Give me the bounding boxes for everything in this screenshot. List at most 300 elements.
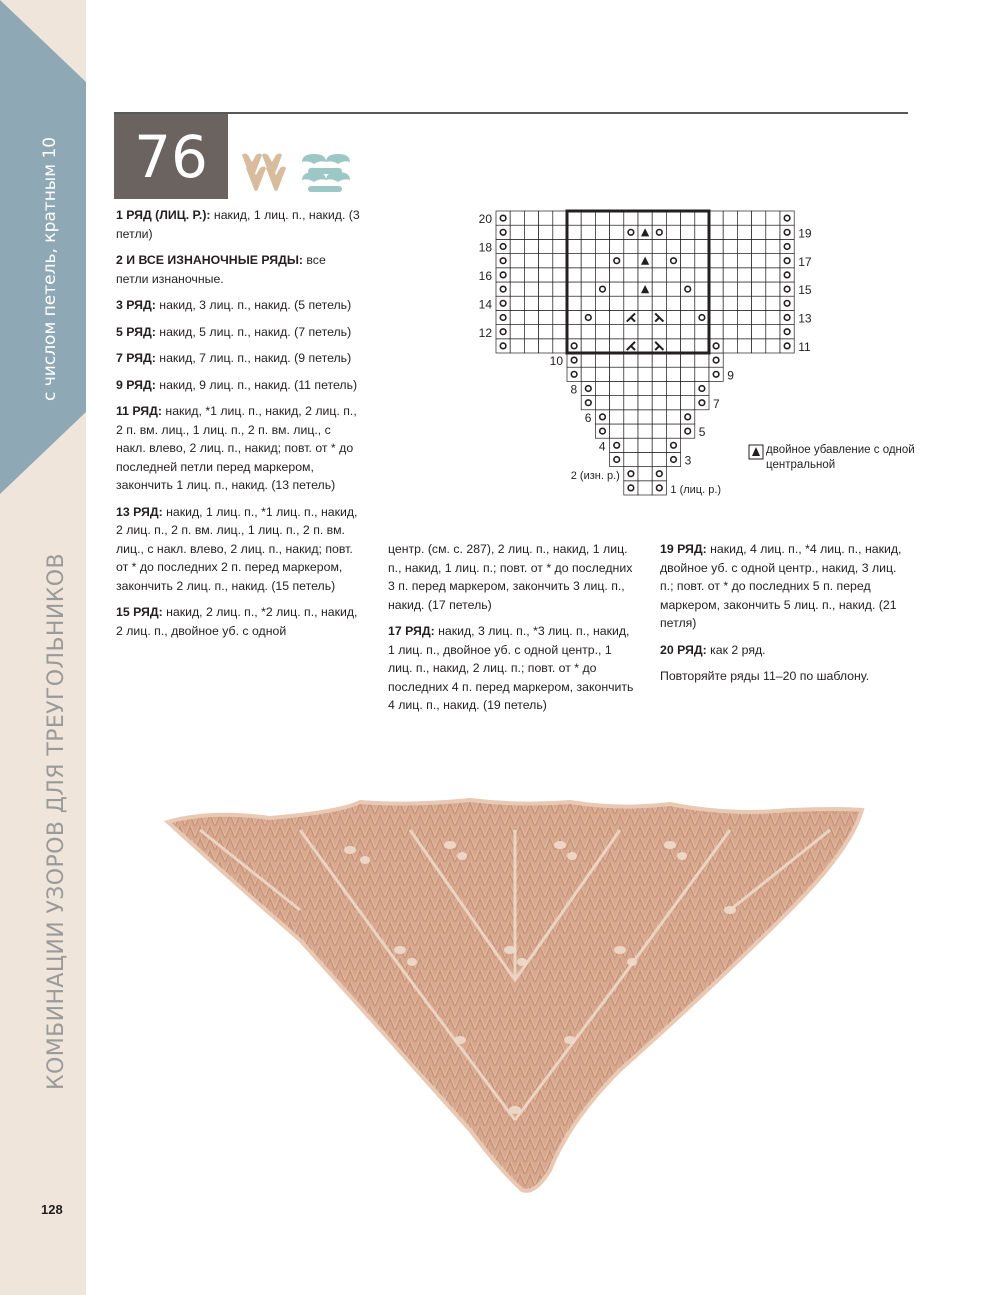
chart-cell xyxy=(524,239,538,253)
chart-cell xyxy=(624,282,638,296)
chart-cell xyxy=(695,211,709,225)
chart-cell xyxy=(624,452,638,466)
page-number: 128 xyxy=(41,1202,63,1217)
stitch-icons xyxy=(238,150,358,195)
yarn-over-symbol xyxy=(500,244,506,250)
chart-cell xyxy=(539,325,553,339)
chart-cell xyxy=(681,310,695,324)
chart-cell xyxy=(737,239,751,253)
row-label: 7 xyxy=(713,396,720,411)
chart-cell xyxy=(737,225,751,239)
yarn-over-symbol xyxy=(657,471,663,477)
chart-cell xyxy=(510,325,524,339)
chart-cell xyxy=(595,225,609,239)
chart-cell xyxy=(567,268,581,282)
chart-cell xyxy=(766,239,780,253)
chart-cell xyxy=(595,268,609,282)
chart-cell xyxy=(553,296,567,310)
chart-cell xyxy=(567,211,581,225)
chart-cell xyxy=(510,268,524,282)
sidebar xyxy=(0,0,86,1295)
chart-cell xyxy=(510,282,524,296)
chart-cell xyxy=(709,325,723,339)
chart-cell xyxy=(709,268,723,282)
chart-cell xyxy=(709,310,723,324)
yarn-over-symbol xyxy=(500,329,506,335)
instruction-paragraph: 13 РЯД: накид, 1 лиц. п., *1 лиц. п., накид, 2 лиц. п., 2 п. вм. лиц., 1 лиц. п., 2 п. вм. лиц., с накл. влево, 2 лиц. п., накид; повт. от * до последних 2 п. перед маркером, закончить 2 лиц. п., накид. (15 петель) xyxy=(116,504,358,593)
chart-cell xyxy=(610,211,624,225)
yarn-over-symbol xyxy=(713,357,719,363)
yarn-over-symbol xyxy=(500,272,506,278)
chart-cell xyxy=(539,239,553,253)
chart-cell xyxy=(567,254,581,268)
yarn-over-symbol xyxy=(699,315,705,321)
yarn-over-symbol xyxy=(671,258,677,264)
chart-cell xyxy=(723,268,737,282)
yarn-over-symbol xyxy=(784,230,790,236)
yarn-over-symbol xyxy=(500,286,506,292)
chart-cell xyxy=(652,410,666,424)
knitted-triangle-sample xyxy=(150,790,880,1210)
chart-cell xyxy=(666,353,680,367)
double-decrease-legend-icon xyxy=(748,444,764,460)
chart-cell xyxy=(539,339,553,353)
yarn-over-symbol xyxy=(671,443,677,449)
chart-cell xyxy=(539,296,553,310)
chart-cell xyxy=(638,467,652,481)
chart-cell xyxy=(524,310,538,324)
chart-cell xyxy=(581,211,595,225)
row-label: 16 xyxy=(478,269,492,283)
chart-cell xyxy=(709,211,723,225)
chart-cell xyxy=(595,381,609,395)
row-label: 9 xyxy=(727,368,734,383)
chart-cell xyxy=(681,367,695,381)
chart-cell xyxy=(695,325,709,339)
chart-cell xyxy=(681,268,695,282)
chart-cell xyxy=(681,296,695,310)
chart-cell xyxy=(539,254,553,268)
chart-cell xyxy=(595,353,609,367)
yarn-over-symbol xyxy=(614,443,620,449)
yarn-over-symbol xyxy=(685,428,691,434)
chart-cell xyxy=(567,325,581,339)
chart-cell xyxy=(652,396,666,410)
chart-cell xyxy=(752,310,766,324)
instruction-paragraph: центр. (см. с. 287), 2 лиц. п., накид, 1 лиц. п., накид, 1 лиц. п.; повт. от * до последних 3 п. перед маркером, закончить 3 лиц. п., накид. (17 петель) xyxy=(388,542,633,612)
purl-stitches-icon xyxy=(302,154,350,192)
chart-cell xyxy=(681,353,695,367)
chart-cell xyxy=(666,239,680,253)
chart-cell xyxy=(652,438,666,452)
chart-cell xyxy=(652,353,666,367)
chart-cell xyxy=(624,254,638,268)
chart-cell xyxy=(553,339,567,353)
chart-cell xyxy=(553,211,567,225)
instruction-paragraph: 20 РЯД: как 2 ряд. xyxy=(660,642,766,657)
row-label: 12 xyxy=(478,325,492,340)
chart-cell xyxy=(752,254,766,268)
chart-cell xyxy=(624,424,638,438)
chart-cell xyxy=(737,296,751,310)
chart-cell xyxy=(524,268,538,282)
instruction-paragraph: Повторяйте ряды 11–20 по шаблону. xyxy=(660,669,870,683)
yarn-over-symbol xyxy=(571,357,577,363)
chart-cell xyxy=(652,211,666,225)
chart-cell xyxy=(595,254,609,268)
chart-cell xyxy=(638,381,652,395)
chart-cell xyxy=(638,310,652,324)
row-label: 8 xyxy=(570,382,578,397)
chart-cell xyxy=(681,396,695,410)
chart-cell xyxy=(766,339,780,353)
chart-cell xyxy=(766,268,780,282)
row-label: 17 xyxy=(798,254,812,269)
chart-cell xyxy=(610,225,624,239)
yarn-over-symbol xyxy=(571,372,577,378)
chart-cell xyxy=(638,239,652,253)
chart-cell xyxy=(752,239,766,253)
yarn-over-symbol xyxy=(784,244,790,250)
chart-cell xyxy=(666,282,680,296)
chart-cell xyxy=(752,325,766,339)
yarn-over-symbol xyxy=(586,400,592,406)
instruction-paragraph: 17 РЯД: накид, 3 лиц. п., *3 лиц. п., накид, 1 лиц. п., двойное уб. с одной центр., 1 лиц. п., накид, 2 лиц. п.; повт. от * до последних 4 п. перед маркером, закончить 4 лиц. п., накид. (19 петель) xyxy=(388,624,634,712)
chart-cell xyxy=(681,239,695,253)
chart-cell xyxy=(695,339,709,353)
instruction-paragraph: 11 РЯД: накид, *1 лиц. п., накид, 2 лиц. п., 2 п. вм. лиц., 1 лиц. п., 2 п. вм. лиц., с накл. влево, 2 лиц. п., накид; повт. от * до последней петли перед маркером, закончить 1 лиц. п., накид. (13 петель) xyxy=(116,404,357,492)
instructions-column-1 xyxy=(116,206,361,648)
yarn-over-symbol xyxy=(699,400,705,406)
yarn-over-symbol xyxy=(713,343,719,349)
chart-cell xyxy=(610,239,624,253)
chart-cell xyxy=(581,239,595,253)
yarn-over-symbol xyxy=(713,372,719,378)
chart-cell xyxy=(666,225,680,239)
chart-cell xyxy=(610,410,624,424)
chart-cell xyxy=(652,452,666,466)
yarn-over-symbol xyxy=(500,315,506,321)
chart-cell xyxy=(638,211,652,225)
chart-cell xyxy=(709,239,723,253)
row-label: 20 xyxy=(478,212,492,227)
chart-cell xyxy=(695,282,709,296)
chart-cell xyxy=(681,325,695,339)
yarn-over-symbol xyxy=(784,343,790,349)
chart-cell xyxy=(737,339,751,353)
chart-cell xyxy=(666,211,680,225)
instructions-column-2 xyxy=(388,540,636,723)
yarn-over-symbol xyxy=(500,258,506,264)
legend-text: двойное убавление с одной центральной xyxy=(766,444,915,471)
yarn-over-symbol xyxy=(500,301,506,307)
instruction-paragraph: 15 РЯД: накид, 2 лиц. п., *2 лиц. п., накид, 2 лиц. п., двойное уб. с одной xyxy=(116,605,358,638)
chart-cell xyxy=(567,225,581,239)
chart-cell xyxy=(624,410,638,424)
chart-cell xyxy=(553,310,567,324)
chart-cell xyxy=(666,296,680,310)
chart-cell xyxy=(553,239,567,253)
chart-cell xyxy=(510,339,524,353)
chart-cell xyxy=(624,211,638,225)
chart-cell xyxy=(723,225,737,239)
chart-cell xyxy=(737,282,751,296)
chart-cell xyxy=(510,239,524,253)
chart-cell xyxy=(638,438,652,452)
yarn-over-symbol xyxy=(671,457,677,463)
chart-cell xyxy=(610,282,624,296)
yarn-over-symbol xyxy=(614,457,620,463)
chart-cell xyxy=(752,225,766,239)
instructions-column-3 xyxy=(660,540,912,694)
chart-cell xyxy=(723,254,737,268)
chart-cell xyxy=(581,353,595,367)
instruction-paragraph: 5 РЯД: накид, 5 лиц. п., накид. (7 петель) xyxy=(116,324,352,339)
chart-cell xyxy=(652,254,666,268)
yarn-over-symbol xyxy=(784,258,790,264)
chart-cell xyxy=(766,296,780,310)
chart-cell xyxy=(581,282,595,296)
yarn-over-symbol xyxy=(614,258,620,264)
chart-cell xyxy=(524,282,538,296)
chart-cell xyxy=(723,325,737,339)
chart-cell xyxy=(752,282,766,296)
chart-cell xyxy=(652,381,666,395)
pattern-number: 76 xyxy=(114,114,228,199)
chart-cell xyxy=(638,339,652,353)
chart-cell xyxy=(595,367,609,381)
chart-cell xyxy=(595,296,609,310)
chart-cell xyxy=(652,282,666,296)
chart-cell xyxy=(567,239,581,253)
yarn-over-symbol xyxy=(699,386,705,392)
chart-cell xyxy=(695,296,709,310)
chart-cell xyxy=(581,325,595,339)
chart-cell xyxy=(539,225,553,239)
yarn-over-symbol xyxy=(586,315,592,321)
chart-cell xyxy=(766,325,780,339)
chart-cell xyxy=(737,325,751,339)
chart-cell xyxy=(638,424,652,438)
chart-cell xyxy=(524,211,538,225)
instruction-paragraph: 9 РЯД: накид, 9 лиц. п., накид. (11 петель) xyxy=(116,377,358,392)
yarn-over-symbol xyxy=(784,272,790,278)
chart-cell xyxy=(524,225,538,239)
chart-cell xyxy=(610,268,624,282)
chart-cell xyxy=(766,211,780,225)
chart-cell xyxy=(723,282,737,296)
chart-cell xyxy=(638,367,652,381)
chart-cell xyxy=(766,282,780,296)
chart-cell xyxy=(723,296,737,310)
yarn-over-symbol xyxy=(784,286,790,292)
chart-cell xyxy=(695,225,709,239)
row-label: 5 xyxy=(698,425,706,440)
chart-cell xyxy=(610,353,624,367)
chart-cell xyxy=(595,310,609,324)
chart-cell xyxy=(723,310,737,324)
row-label: 10 xyxy=(549,354,563,369)
instruction-paragraph: 3 РЯД: накид, 3 лиц. п., накид. (5 петель) xyxy=(116,298,352,312)
row-label: 15 xyxy=(798,283,812,298)
chart-cell xyxy=(695,254,709,268)
row-label: 14 xyxy=(478,297,492,312)
yarn-over-symbol xyxy=(784,301,790,307)
chart-cell xyxy=(624,367,638,381)
chart-cell xyxy=(610,424,624,438)
chart-cell xyxy=(539,282,553,296)
chart-cell xyxy=(510,296,524,310)
chart-cell xyxy=(624,381,638,395)
chart-cell xyxy=(652,325,666,339)
chart-cell xyxy=(638,353,652,367)
chart-cell xyxy=(681,211,695,225)
chart-cell xyxy=(766,310,780,324)
chart-cell xyxy=(624,239,638,253)
yarn-over-symbol xyxy=(784,315,790,321)
chart-cell xyxy=(610,396,624,410)
chart-cell xyxy=(638,268,652,282)
instruction-paragraph: 2 И ВСЕ ИЗНАНОЧНЫЕ РЯДЫ: все петли изнаночные. xyxy=(116,253,326,286)
yarn-over-symbol xyxy=(685,414,691,420)
chart-cell xyxy=(666,410,680,424)
row-label: 19 xyxy=(798,226,812,241)
chart-cell xyxy=(595,325,609,339)
chart-cell xyxy=(624,438,638,452)
chart-cell xyxy=(510,225,524,239)
chart-cell xyxy=(766,225,780,239)
chart-cell xyxy=(737,211,751,225)
chart-cell xyxy=(581,296,595,310)
chart-cell xyxy=(695,239,709,253)
yarn-over-symbol xyxy=(600,428,606,434)
chart-cell xyxy=(695,367,709,381)
chart-cell xyxy=(752,339,766,353)
chart-cell xyxy=(581,268,595,282)
row-label: 13 xyxy=(798,311,812,326)
chart-cell xyxy=(553,225,567,239)
chart-cell xyxy=(723,239,737,253)
chart-cell xyxy=(524,325,538,339)
sidebar-section-title: КОМБИНАЦИИ УЗОРОВ ДЛЯ ТРЕУГОЛЬНИКОВ xyxy=(44,553,69,1090)
chart-cell xyxy=(553,268,567,282)
yarn-over-symbol xyxy=(500,230,506,236)
chart-cell xyxy=(638,410,652,424)
chart-cell xyxy=(610,325,624,339)
chart-cell xyxy=(624,296,638,310)
chart-cell xyxy=(567,296,581,310)
instruction-paragraph: 1 РЯД (ЛИЦ. Р.): накид, 1 лиц. п., накид. (3 петли) xyxy=(116,208,360,241)
chart-cell xyxy=(709,282,723,296)
chart-cell xyxy=(681,225,695,239)
chart-cell xyxy=(624,396,638,410)
chart-cell xyxy=(510,254,524,268)
chart-cell xyxy=(553,325,567,339)
chart-cell xyxy=(666,396,680,410)
chart-cell xyxy=(595,239,609,253)
chart-cell xyxy=(681,339,695,353)
chart-cell xyxy=(681,381,695,395)
yarn-over-symbol xyxy=(600,414,606,420)
chart-cell xyxy=(510,310,524,324)
chart-cell xyxy=(553,282,567,296)
chart-cell xyxy=(638,396,652,410)
row-label: 6 xyxy=(584,411,592,425)
chart-cell xyxy=(638,325,652,339)
chart-cell xyxy=(524,254,538,268)
yarn-over-symbol xyxy=(628,230,634,236)
chart-cell xyxy=(737,268,751,282)
row-label: 1 (лиц. р.) xyxy=(670,484,722,496)
instruction-paragraph: 19 РЯД: накид, 4 лиц. п., *4 лиц. п., накид, двойное уб. с одной центр., накид, 3 лиц. п.; повт. от * до последних 5 п. перед маркером, закончить 5 лиц. п., накид. (21 петля) xyxy=(660,542,902,630)
chart-cell xyxy=(709,254,723,268)
instruction-paragraph: 7 РЯД: накид, 7 лиц. п., накид. (9 петель) xyxy=(116,351,352,365)
yarn-over-symbol xyxy=(685,286,691,292)
chart-cell xyxy=(581,225,595,239)
chart-cell xyxy=(766,254,780,268)
chart-cell xyxy=(539,268,553,282)
chart-cell xyxy=(666,424,680,438)
chart-cell xyxy=(666,339,680,353)
chart-cell xyxy=(567,282,581,296)
chart-cell xyxy=(737,310,751,324)
chart-cell xyxy=(652,424,666,438)
chart-cell xyxy=(709,296,723,310)
chart-cell xyxy=(553,254,567,268)
row-label: 3 xyxy=(684,453,692,468)
chart-cell xyxy=(581,367,595,381)
chart-cell xyxy=(610,310,624,324)
chart-cell xyxy=(752,211,766,225)
chart-cell xyxy=(695,353,709,367)
header-rule xyxy=(114,112,908,114)
chart-cell xyxy=(752,296,766,310)
yarn-over-symbol xyxy=(628,471,634,477)
row-label: 18 xyxy=(478,240,492,255)
chart-cell xyxy=(723,211,737,225)
chart-cell xyxy=(624,268,638,282)
yarn-over-symbol xyxy=(784,215,790,221)
chart-cell xyxy=(524,296,538,310)
yarn-over-symbol xyxy=(628,485,634,491)
chart-cell xyxy=(539,310,553,324)
chart-cell xyxy=(752,268,766,282)
chart-cell xyxy=(737,254,751,268)
chart-cell xyxy=(595,339,609,353)
chart-cell xyxy=(666,381,680,395)
chart-cell xyxy=(595,211,609,225)
chart-cell xyxy=(595,396,609,410)
chart-cell xyxy=(638,296,652,310)
chart-cell xyxy=(638,452,652,466)
yarn-over-symbol xyxy=(571,343,577,349)
chart-cell xyxy=(539,211,553,225)
chart-cell xyxy=(610,381,624,395)
row-label: 4 xyxy=(598,439,606,454)
chart-cell xyxy=(652,296,666,310)
chart-cell xyxy=(524,339,538,353)
chart-cell xyxy=(723,339,737,353)
chart-cell xyxy=(581,254,595,268)
chart-cell xyxy=(624,353,638,367)
chart-cell xyxy=(681,254,695,268)
chart-cell xyxy=(510,211,524,225)
yarn-over-symbol xyxy=(657,485,663,491)
chart-cell xyxy=(610,296,624,310)
yarn-over-symbol xyxy=(500,215,506,221)
chart-cell xyxy=(567,310,581,324)
chart-cell xyxy=(709,225,723,239)
